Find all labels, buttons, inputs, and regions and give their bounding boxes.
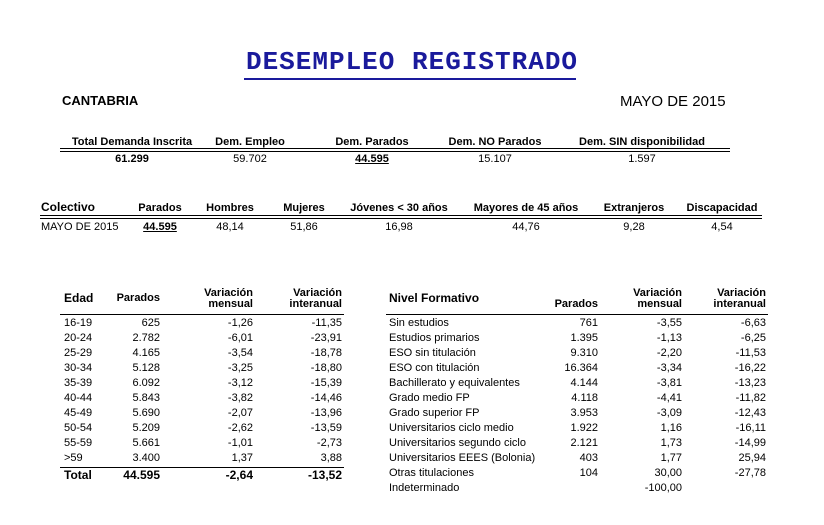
colectivo-header-extranjeros: Extranjeros: [603, 202, 665, 214]
edad-row-label: 20-24: [64, 332, 93, 344]
colectivo-row-label: MAYO DE 2015: [41, 221, 119, 233]
nivel-row-mensual: 1,16: [660, 422, 682, 434]
nivel-table-title: Nivel Formativo: [389, 291, 480, 305]
table-row: [386, 436, 768, 451]
edad-row-parados: 625: [141, 317, 160, 329]
summary-header-no-parados: Dem. NO Parados: [448, 136, 542, 148]
edad-header-rule: [60, 314, 344, 315]
table-row: [60, 376, 344, 391]
table-row: [386, 376, 768, 391]
nivel-row-mensual: -3,81: [656, 377, 682, 389]
edad-total-parados: 44.595: [123, 468, 160, 482]
report-date: MAYO DE 2015: [620, 93, 726, 110]
edad-total-mensual: -2,64: [225, 468, 253, 482]
nivel-row-parados: [538, 481, 598, 496]
summary-value-parados: 44.595: [355, 153, 389, 165]
nivel-row-mensual: -3,55: [656, 317, 682, 329]
nivel-row-mensual: -2,20: [656, 347, 682, 359]
edad-row-mensual: -1,01: [227, 437, 253, 449]
edad-row-interanual: -18,78: [310, 347, 342, 359]
edad-row-label: 25-29: [64, 347, 93, 359]
edad-row-mensual: -2,07: [227, 407, 253, 419]
nivel-row-mensual: -3,34: [656, 362, 682, 374]
edad-total-interanual: -13,52: [307, 468, 342, 482]
colectivo-rule: [40, 218, 762, 219]
nivel-row-parados: 761: [579, 317, 598, 329]
nivel-col-mensual-1: Variación: [633, 287, 682, 299]
nivel-row-mensual: 30,00: [654, 467, 682, 479]
table-row: [60, 316, 344, 331]
edad-row-interanual: -18,80: [310, 362, 342, 374]
edad-col-interanual-2: interanual: [289, 298, 342, 310]
nivel-row-mensual: 1,77: [660, 452, 682, 464]
edad-row-interanual: -13,59: [310, 422, 342, 434]
summary-value-sin-disponibilidad: 1.597: [628, 153, 656, 165]
colectivo-value-mayores: 44,76: [512, 221, 540, 233]
table-row: [386, 481, 768, 496]
table-row: [386, 346, 768, 361]
edad-row-mensual: -3,25: [227, 362, 253, 374]
nivel-row-label: Grado superior FP: [389, 407, 480, 419]
edad-row-parados: 5.128: [132, 362, 160, 374]
nivel-row-interanual: -6,25: [740, 332, 766, 344]
nivel-row-label: Bachillerato y equivalentes: [389, 377, 520, 389]
colectivo-value-parados: 44.595: [143, 221, 177, 233]
nivel-row-interanual: -16,11: [735, 422, 766, 434]
edad-total-row: [60, 468, 344, 483]
title-underline: [244, 78, 576, 80]
edad-row-mensual: 1,37: [231, 452, 253, 464]
colectivo-header-jovenes: Jóvenes < 30 años: [350, 202, 448, 214]
edad-row-mensual: -6,01: [227, 332, 253, 344]
page-title: DESEMPLEO REGISTRADO: [245, 47, 579, 77]
nivel-row-label: Universitarios segundo ciclo: [389, 437, 526, 449]
edad-row-mensual: -3,12: [227, 377, 253, 389]
edad-row-mensual: -2,62: [227, 422, 253, 434]
summary-value-empleo: 59.702: [233, 153, 267, 165]
edad-row-parados: 2.782: [132, 332, 160, 344]
colectivo-value-discapacidad: 4,54: [711, 221, 733, 233]
table-row: [60, 391, 344, 406]
nivel-row-interanual: -14,99: [734, 437, 766, 449]
summary-header-parados: Dem. Parados: [335, 136, 409, 148]
summary-value-total: 61.299: [115, 153, 149, 165]
nivel-row-interanual: 25,94: [738, 452, 766, 464]
nivel-row-parados: 4.144: [570, 377, 598, 389]
table-row: [386, 466, 768, 481]
nivel-row-parados: 2.121: [570, 437, 598, 449]
edad-row-label: 16-19: [64, 317, 93, 329]
nivel-row-label: ESO con titulación: [389, 362, 480, 374]
edad-row-label: 50-54: [64, 422, 93, 434]
nivel-col-parados: Parados: [554, 298, 598, 310]
colectivo-rule: [40, 215, 762, 216]
table-row: [60, 436, 344, 451]
edad-row-parados: 3.400: [132, 452, 160, 464]
edad-row-interanual: 3,88: [320, 452, 342, 464]
edad-col-mensual-1: Variación: [204, 287, 253, 299]
colectivo-header-mujeres: Mujeres: [283, 202, 325, 214]
nivel-row-interanual: -16,22: [734, 362, 766, 374]
colectivo-header-parados: Parados: [138, 202, 182, 214]
edad-row-interanual: -11,35: [311, 317, 342, 329]
nivel-row-parados: 4.118: [571, 392, 598, 404]
table-row: [60, 451, 344, 466]
nivel-row-label: ESO sin titulación: [389, 347, 476, 359]
table-row: [386, 451, 768, 466]
edad-row-mensual: -3,82: [227, 392, 253, 404]
summary-header-empleo: Dem. Empleo: [215, 136, 285, 148]
table-row: [60, 331, 344, 346]
edad-col-interanual-1: Variación: [293, 287, 342, 299]
nivel-row-label: Universitarios ciclo medio: [389, 422, 514, 434]
colectivo-value-extranjeros: 9,28: [623, 221, 645, 233]
colectivo-label: Colectivo: [41, 200, 96, 214]
table-row: [386, 316, 768, 331]
edad-row-parados: 4.165: [132, 347, 160, 359]
nivel-row-parados: 3.953: [570, 407, 598, 419]
table-row: [386, 391, 768, 406]
colectivo-value-mujeres: 51,86: [290, 221, 318, 233]
edad-row-parados: 5.690: [132, 407, 160, 419]
nivel-row-interanual: -11,53: [735, 347, 766, 359]
edad-row-parados: 6.092: [132, 377, 160, 389]
colectivo-header-discapacidad: Discapacidad: [686, 202, 758, 214]
nivel-row-label: Estudios primarios: [389, 332, 480, 344]
table-row: [386, 361, 768, 376]
edad-row-label: 35-39: [64, 377, 93, 389]
nivel-row-parados: 1.922: [570, 422, 598, 434]
summary-rule: [60, 148, 730, 149]
nivel-row-mensual: -1,13: [656, 332, 682, 344]
edad-row-label: >59: [64, 452, 83, 464]
nivel-header-rule: [386, 314, 768, 315]
edad-row-interanual: -13,96: [310, 407, 342, 419]
edad-row-interanual: -14,46: [310, 392, 342, 404]
edad-row-interanual: -23,91: [310, 332, 342, 344]
nivel-row-interanual: -27,78: [734, 467, 766, 479]
nivel-row-interanual: [694, 481, 766, 496]
edad-col-parados: Parados: [116, 292, 160, 304]
nivel-row-label: Otras titulaciones: [389, 467, 474, 479]
nivel-row-interanual: -13,23: [734, 377, 766, 389]
nivel-row-mensual: 1,73: [660, 437, 682, 449]
edad-row-interanual: -15,39: [310, 377, 342, 389]
nivel-row-interanual: -11,82: [735, 392, 766, 404]
nivel-row-parados: 9.310: [570, 347, 598, 359]
nivel-row-parados: 403: [579, 452, 598, 464]
edad-row-mensual: -1,26: [227, 317, 253, 329]
nivel-col-interanual-2: interanual: [713, 298, 766, 310]
colectivo-header-mayores: Mayores de 45 años: [473, 202, 579, 214]
table-row: [386, 406, 768, 421]
table-row: [60, 421, 344, 436]
edad-row-label: 55-59: [64, 437, 93, 449]
nivel-row-parados: 1.395: [570, 332, 598, 344]
summary-rule: [60, 151, 730, 152]
nivel-row-label: Indeterminado: [389, 482, 460, 494]
edad-row-parados: 5.843: [132, 392, 160, 404]
edad-table-title: Edad: [64, 291, 94, 305]
nivel-row-mensual: -4,41: [656, 392, 682, 404]
colectivo-header-hombres: Hombres: [206, 202, 254, 214]
table-row: [60, 361, 344, 376]
colectivo-value-jovenes: 16,98: [385, 221, 413, 233]
edad-row-parados: 5.209: [132, 422, 160, 434]
table-row: [60, 346, 344, 361]
summary-header-total: Total Demanda Inscrita: [71, 136, 193, 148]
table-row: [60, 406, 344, 421]
edad-row-label: 30-34: [64, 362, 93, 374]
edad-row-interanual: -2,73: [316, 437, 342, 449]
nivel-row-mensual: -3,09: [656, 407, 682, 419]
edad-total-label: Total: [64, 468, 92, 482]
edad-row-label: 40-44: [64, 392, 93, 404]
nivel-row-parados: 104: [579, 467, 598, 479]
nivel-row-interanual: -6,63: [740, 317, 766, 329]
edad-row-label: 45-49: [64, 407, 93, 419]
nivel-row-parados: 16.364: [564, 362, 598, 374]
edad-col-mensual-2: mensual: [208, 298, 253, 310]
region-label: CANTABRIA: [62, 93, 139, 108]
edad-row-mensual: -3,54: [227, 347, 253, 359]
nivel-row-label: Grado medio FP: [389, 392, 470, 404]
nivel-col-interanual-1: Variación: [717, 287, 766, 299]
table-row: [386, 421, 768, 436]
summary-header-sin-disponibilidad: Dem. SIN disponibilidad: [579, 136, 705, 148]
nivel-row-label: Sin estudios: [389, 317, 449, 329]
nivel-row-mensual: -100,00: [644, 482, 682, 494]
nivel-row-label: Universitarios EEES (Bolonia): [389, 452, 536, 464]
colectivo-value-hombres: 48,14: [216, 221, 244, 233]
table-row: [386, 331, 768, 346]
nivel-row-interanual: -12,43: [734, 407, 766, 419]
summary-value-no-parados: 15.107: [478, 153, 512, 165]
nivel-col-mensual-2: mensual: [637, 298, 682, 310]
edad-row-parados: 5.661: [132, 437, 160, 449]
